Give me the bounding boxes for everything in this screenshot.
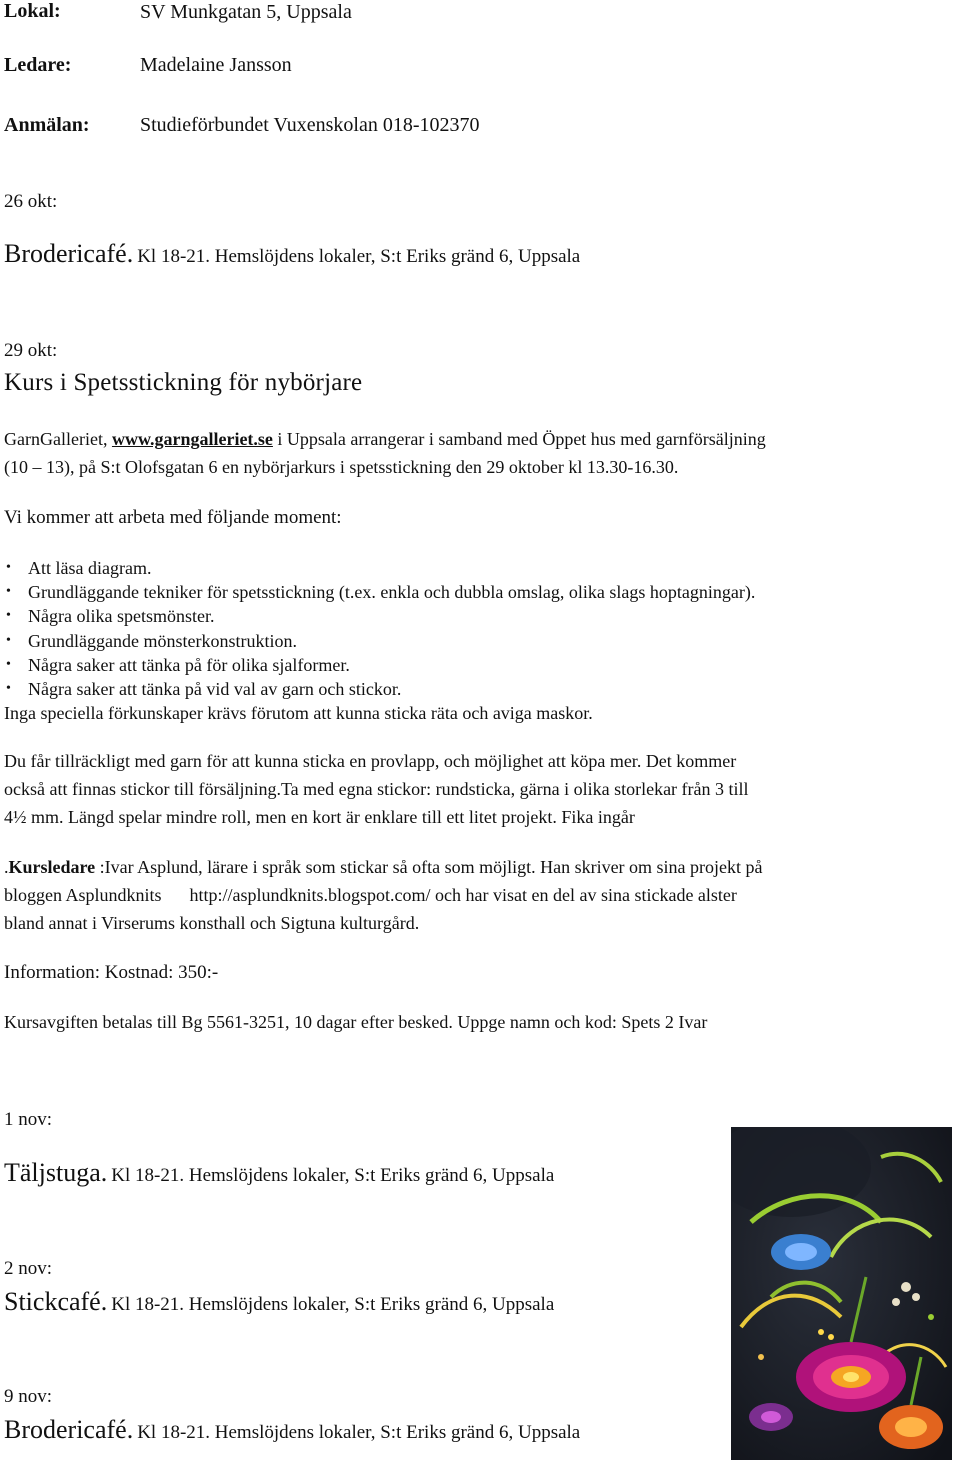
anmalan-value: Studieförbundet Vuxenskolan 018-102370 (140, 114, 480, 136)
leader-prefix: . (4, 857, 9, 877)
ledare-value: Madelaine Jansson (140, 54, 292, 76)
cost-text: Kostnad: 350:- (100, 962, 219, 983)
blog-url: http://asplundknits.blogspot.com/ och har visat en del av sina stickade alster (189, 885, 737, 905)
yarn-line1: Du får tillräckligt med garn för att kunna sticka en provlapp, och möjlighet att köpa mer. Det kommer (4, 751, 737, 771)
moments-list (4, 556, 755, 701)
event-line (4, 239, 580, 269)
leader-text: :Ivar Asplund, lärare i språk som stickar så ofta som möjligt. Han skriver om sina projekt på (95, 857, 763, 877)
yarn-line2: också att finnas stickor till försäljning.Ta med egna stickor: rundsticka, gärna i olika storlekar från 3 till (4, 779, 749, 799)
leader-line3: bland annat i Virserums konsthall och Sigtuna kulturgård. (4, 913, 420, 933)
course-intro-line2: (10 – 13), på S:t Olofsgatan 6 en nybörjarkurs i spetsstickning den 29 oktober kl 13.30-16.30. (4, 457, 679, 477)
list-item: • Några saker att tänka på för olika sjalformer. (4, 653, 755, 677)
event-date: 26 okt: (4, 191, 58, 212)
list-item: • Några saker att tänka på vid val av garn och stickor. (4, 677, 755, 701)
event-line (4, 1415, 580, 1445)
garngalleriet-link[interactable]: www.garngalleriet.se (111, 429, 273, 449)
event-title: Brodericafé. (4, 239, 134, 268)
event-line (4, 1287, 554, 1317)
event-details: Kl 18-21. Hemslöjdens lokaler, S:t Eriks gränd 6, Uppsala (137, 246, 581, 267)
list-item: • Några olika spetsmönster. (4, 604, 755, 628)
course-intro-line1 (4, 429, 766, 450)
intro-text: i Uppsala arrangerar i samband med Öppet hus med garnförsäljning (272, 429, 766, 449)
event-title: Täljstuga. (4, 1158, 108, 1187)
event-details: Kl 18-21. Hemslöjdens lokaler, S:t Eriks gränd 6, Uppsala (137, 1422, 581, 1443)
event-details: Kl 18-21. Hemslöjdens lokaler, S:t Eriks gränd 6, Uppsala (111, 1294, 555, 1315)
embroidery-photo (731, 1127, 952, 1460)
course-date: 29 okt: (4, 340, 58, 361)
ledare-label: Ledare: (4, 54, 72, 76)
event-line (4, 1158, 554, 1188)
intro-prefix: GarnGalleriet, (4, 429, 112, 449)
leader-line2 (4, 885, 737, 906)
event-date: 1 nov: (4, 1109, 53, 1130)
moments-heading: Vi kommer att arbeta med följande moment: (4, 507, 342, 528)
anmalan-label: Anmälan: (4, 114, 90, 136)
payment-text: Kursavgiften betalas till Bg 5561-3251, 10 dagar efter besked. Uppge namn och kod: Spets 2 Ivar (4, 1012, 708, 1032)
event-details: Kl 18-21. Hemslöjdens lokaler, S:t Eriks gränd 6, Uppsala (111, 1165, 555, 1186)
leader-line1 (4, 857, 763, 878)
course-title: Kurs i Spetsstickning för nybörjare (4, 369, 363, 396)
event-title: Stickcafé. (4, 1287, 108, 1316)
prereq-text: Inga speciella förkunskaper krävs förutom att kunna sticka räta och aviga maskor. (4, 703, 593, 723)
blog-name: bloggen Asplundknits (4, 885, 162, 905)
event-date: 9 nov: (4, 1386, 53, 1407)
yarn-line3: 4½ mm. Längd spelar mindre roll, men en kort är enklare till ett litet projekt. Fika ingår (4, 807, 635, 827)
information-line (4, 962, 218, 984)
event-date: 2 nov: (4, 1258, 53, 1279)
embroidery-illustration (731, 1127, 952, 1460)
list-item: • Grundläggande mönsterkonstruktion. (4, 629, 755, 653)
event-title: Brodericafé. (4, 1415, 134, 1444)
list-item: • Att läsa diagram. (4, 556, 755, 580)
lokal-value: SV Munkgatan 5, Uppsala (140, 1, 352, 23)
leader-label: Kursledare (8, 857, 96, 877)
list-item: • Grundläggande tekniker för spetsstickning (t.ex. enkla och dubbla omslag, olika slags hoptagningar). (4, 580, 755, 604)
lokal-label: Lokal: (4, 0, 61, 22)
information-label: Information: (4, 962, 101, 983)
